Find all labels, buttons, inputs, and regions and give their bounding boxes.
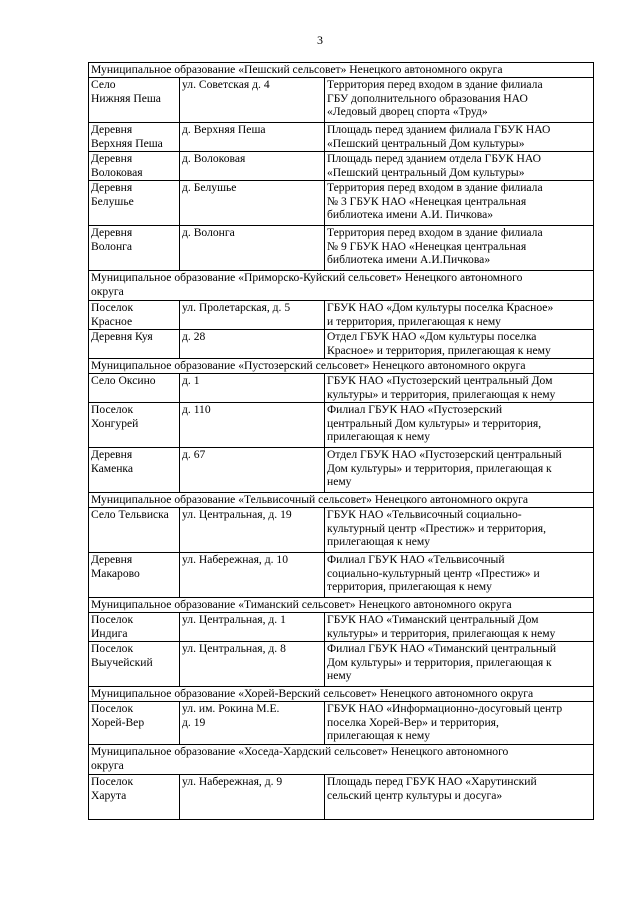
settlement-cell: Поселок Выучейский: [89, 642, 180, 687]
section-header-row: [89, 63, 594, 78]
address-cell: д. 28: [180, 330, 325, 359]
address-cell: ул. Набережная, д. 9: [180, 775, 325, 820]
address-cell: ул. Пролетарская, д. 5: [180, 301, 325, 330]
address-cell: д. 67: [180, 448, 325, 493]
table-row: [89, 181, 594, 226]
address-cell: ул. Центральная, д. 8: [180, 642, 325, 687]
table-row: [89, 403, 594, 448]
settlement-cell: Поселок Красное: [89, 301, 180, 330]
address-cell: д. Волонга: [180, 226, 325, 271]
place-cell: Площадь перед зданием отдела ГБУК НАО «Пешский центральный Дом культуры»: [325, 152, 594, 181]
section-header-row: [89, 271, 594, 301]
settlement-cell: Деревня Верхняя Пеша: [89, 123, 180, 152]
address-cell: ул. Набережная, д. 10: [180, 553, 325, 598]
table-row: [89, 78, 594, 123]
table-row: [89, 123, 594, 152]
settlement-cell: Деревня Куя: [89, 330, 180, 359]
section-title: Муниципальное образование «Приморско-Куйский сельсовет» Ненецкого автономного округа: [89, 271, 594, 301]
place-cell: Территория перед входом в здание филиала № 9 ГБУК НАО «Ненецкая центральная библиотека имени А.И.Пичкова»: [325, 226, 594, 271]
venues-table: [88, 62, 594, 820]
place-cell: Филиал ГБУК НАО «Тельвисочный социально-культурный центр «Престиж» и территория, прилегающая к нему: [325, 553, 594, 598]
place-cell: ГБУК НАО «Информационно-досуговый центр поселка Хорей-Вер» и территория, прилегающая к нему: [325, 702, 594, 745]
address-cell: д. Верхняя Пеша: [180, 123, 325, 152]
place-cell: Территория перед входом в здание филиала ГБУ дополнительного образования НАО «Ледовый дворец спорта «Труд»: [325, 78, 594, 123]
settlement-cell: Деревня Макарово: [89, 553, 180, 598]
table-row: [89, 301, 594, 330]
address-cell: д. 1: [180, 374, 325, 403]
settlement-cell: Поселок Индига: [89, 613, 180, 642]
settlement-cell: Село Оксино: [89, 374, 180, 403]
place-cell: Площадь перед зданием филиала ГБУК НАО «Пешский центральный Дом культуры»: [325, 123, 594, 152]
table-row: [89, 775, 594, 820]
venues-table-body: [89, 63, 594, 820]
table-row: [89, 330, 594, 359]
page-number: 3: [317, 33, 323, 47]
settlement-cell: Деревня Белушье: [89, 181, 180, 226]
table-row: [89, 508, 594, 553]
place-cell: ГБУК НАО «Пустозерский центральный Дом культуры» и территория, прилегающая к нему: [325, 374, 594, 403]
settlement-cell: Село Нижняя Пеша: [89, 78, 180, 123]
section-title: Муниципальное образование «Пустозерский сельсовет» Ненецкого автономного округа: [89, 359, 594, 374]
settlement-cell: Поселок Хонгурей: [89, 403, 180, 448]
place-cell: Филиал ГБУК НАО «Пустозерский центральный Дом культуры» и территория, прилегающая к нему: [325, 403, 594, 448]
address-cell: ул. им. Рокина М.Е. д. 19: [180, 702, 325, 745]
section-header-row: [89, 493, 594, 508]
place-cell: Территория перед входом в здание филиала № 3 ГБУК НАО «Ненецкая центральная библиотека имени А.И. Пичкова»: [325, 181, 594, 226]
place-cell: ГБУК НАО «Тельвисочный социально- культурный центр «Престиж» и территория, прилегающая к нему: [325, 508, 594, 553]
table-row: [89, 702, 594, 745]
place-cell: Отдел ГБУК НАО «Дом культуры поселка Красное» и территория, прилегающая к нему: [325, 330, 594, 359]
settlement-cell: Деревня Волонга: [89, 226, 180, 271]
section-title: Муниципальное образование «Пешский сельсовет» Ненецкого автономного округа: [89, 63, 594, 78]
table-row: [89, 642, 594, 687]
section-header-row: [89, 598, 594, 613]
address-cell: д. Белушье: [180, 181, 325, 226]
settlement-cell: Поселок Хорей-Вер: [89, 702, 180, 745]
place-cell: ГБУК НАО «Дом культуры поселка Красное» и территория, прилегающая к нему: [325, 301, 594, 330]
address-cell: ул. Центральная, д. 19: [180, 508, 325, 553]
section-title: Муниципальное образование «Тиманский сельсовет» Ненецкого автономного округа: [89, 598, 594, 613]
place-cell: Площадь перед ГБУК НАО «Харутинский сельский центр культуры и досуга»: [325, 775, 594, 820]
table-row: [89, 448, 594, 493]
section-header-row: [89, 359, 594, 374]
section-title: Муниципальное образование «Хоседа-Хардский сельсовет» Ненецкого автономного округа: [89, 745, 594, 775]
table-row: [89, 152, 594, 181]
table-row: [89, 374, 594, 403]
address-cell: д. 110: [180, 403, 325, 448]
table-row: [89, 553, 594, 598]
section-header-row: [89, 745, 594, 775]
settlement-cell: Село Тельвиска: [89, 508, 180, 553]
place-cell: Отдел ГБУК НАО «Пустозерский центральный Дом культуры» и территория, прилегающая к нему: [325, 448, 594, 493]
settlement-cell: Деревня Волоковая: [89, 152, 180, 181]
section-title: Муниципальное образование «Тельвисочный сельсовет» Ненецкого автономного округа: [89, 493, 594, 508]
address-cell: ул. Советская д. 4: [180, 78, 325, 123]
section-header-row: [89, 687, 594, 702]
table-row: [89, 613, 594, 642]
table-row: [89, 226, 594, 271]
settlement-cell: Деревня Каменка: [89, 448, 180, 493]
address-cell: ул. Центральная, д. 1: [180, 613, 325, 642]
section-title: Муниципальное образование «Хорей-Верский сельсовет» Ненецкого автономного округа: [89, 687, 594, 702]
address-cell: д. Волоковая: [180, 152, 325, 181]
settlement-cell: Поселок Харута: [89, 775, 180, 820]
place-cell: ГБУК НАО «Тиманский центральный Дом культуры» и территория, прилегающая к нему: [325, 613, 594, 642]
place-cell: Филиал ГБУК НАО «Тиманский центральный Дом культуры» и территория, прилегающая к нему: [325, 642, 594, 687]
